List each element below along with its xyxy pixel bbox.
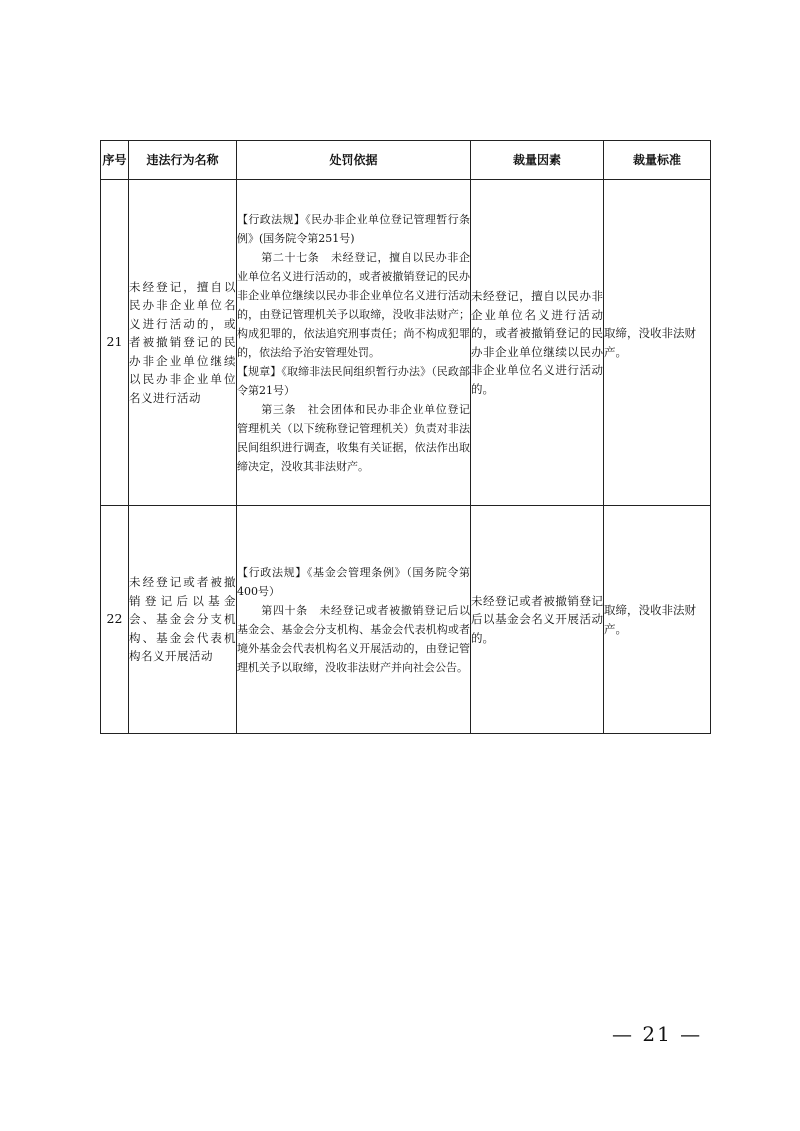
penalty-table: [100, 140, 711, 734]
row-basis: [237, 180, 471, 506]
row-standard: 取缔，没收非法财产。: [604, 506, 711, 734]
header-standard: 裁量标准: [604, 141, 711, 180]
table-row-22: [101, 506, 711, 734]
basis-regulation-title: 【规章】《取缔非法民间组织暂行办法》（民政部令第21号）: [237, 364, 470, 397]
row-factors: 未经登记或者被撤销登记后以基金会名义开展活动的。: [471, 506, 604, 734]
table-header-row: [101, 141, 711, 180]
row-offense: 未经登记或者被撤销登记后以基金会、基金会分支机构、基金会代表机构名义开展活动: [129, 506, 237, 734]
row-seq: 21: [101, 180, 129, 506]
header-basis: 处罚依据: [237, 141, 471, 180]
row-basis: [237, 506, 471, 734]
basis-article: 第三条 社会团体和民办非企业单位登记管理机关（以下统称登记管理机关）负责对非法民间组织进行调查，收集有关证据，依法作出取缔决定，没收其非法财产。: [237, 402, 470, 473]
basis-law-title: 【行政法规】《民办非企业单位登记管理暂行条例》(国务院令第251号): [237, 212, 470, 245]
row-offense: 未经登记，擅自以民办非企业单位名义进行活动的，或者被撤销登记的民办非企业单位继续以民办非企业单位名义进行活动: [129, 180, 237, 506]
page-number: — 21 —: [612, 1022, 703, 1046]
header-offense: 违法行为名称: [129, 141, 237, 180]
row-standard: 取缔，没收非法财产。: [604, 180, 711, 506]
row-seq: 22: [101, 506, 129, 734]
header-factors: 裁量因素: [471, 141, 604, 180]
row-factors: 未经登记，擅自以民办非企业单位名义进行活动的，或者被撤销登记的民办非企业单位继续以民办非企业单位名义进行活动的。: [471, 180, 604, 506]
table-row-21: [101, 180, 711, 506]
basis-article: 第二十七条 未经登记，擅自以民办非企业单位名义进行活动的，或者被撤销登记的民办非企业单位继续以民办非企业单位名义进行活动的，由登记管理机关予以取缔，没收非法财产；构成犯罪的，依法追究刑事责任；尚不构成犯罪的，依法给予治安管理处罚。: [237, 250, 470, 359]
header-seq: 序号: [101, 141, 129, 180]
basis-law-title: 【行政法规】《基金会管理条例》（国务院令第400号）: [237, 565, 470, 598]
basis-article: 第四十条 未经登记或者被撤销登记后以基金会、基金会分支机构、基金会代表机构或者境外基金会代表机构名义开展活动的，由登记管理机关予以取缔，没收非法财产并向社会公告。: [237, 603, 470, 674]
